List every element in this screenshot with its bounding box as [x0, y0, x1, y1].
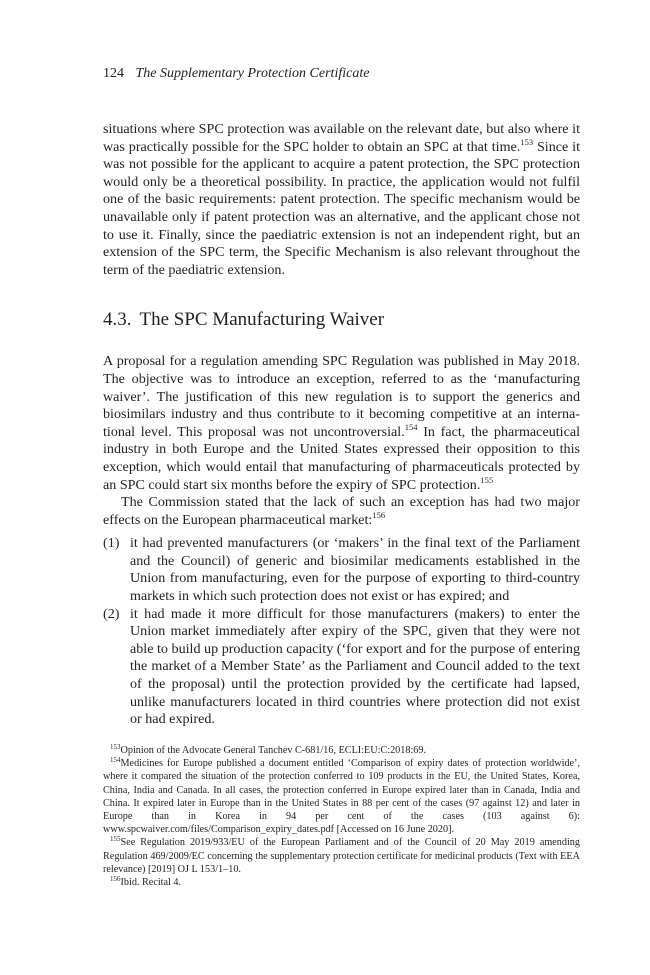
- footnote-156: [103, 876, 580, 889]
- effects-list: [103, 535, 580, 729]
- intro-text: situations where SPC protection was available on the relevant date, but also where it was practically possible for the SPC holder to obtain an SPC at that time.: [103, 121, 580, 155]
- running-header: [103, 66, 369, 82]
- list-marker: (1): [103, 535, 120, 552]
- paragraph-proposal: [103, 353, 580, 494]
- footnote-text: See Regulation 2019/933/EU of the European Parliament and of the Council of 20 May 2019 amending Regulation 469/2009/EC concerning the supplementary protection certificate for medicinal products (Text with EEA relevance) [2019] OJ L 153/1–10.: [103, 837, 580, 875]
- footnote-number: 153: [110, 743, 121, 751]
- footnote-text: Medicines for Europe published a document entitled ‘Comparison of expiry dates of protection worldwide’, where it compared the situation of the protection conferred to 109 products in the EU, the United States, Korea, China, India and Canada. In all cases, the protection conferred in Europe expired later than in Canada, India and China. It expired later in Europe than in the United States in 88 per cent of the cases (97 against 12) and later in Europe than in Korea in 94 per cent of the cases (103 against 6): www.spcwaiver.com/files/Comparison_expiry_dates.pdf [Accessed on 16 June 2020].: [103, 758, 580, 836]
- footnote-ref-154[interactable]: 154: [404, 421, 418, 432]
- paragraph-commission: [103, 494, 580, 529]
- footnote-number: 154: [110, 756, 121, 765]
- section-heading: [103, 309, 580, 331]
- intro-text-continued: Since it was not possible for the applicant to acquire a patent protection, the SPC protection would only be a theoretical possibility. In practice, the application would not fulfil one of the basic requirements: patent protection. The specific mechanism would be unavailable only if patent protection was an alternative, and the applicant chose not to use it. Finally, since the paediatric extension is not an independent right, but an extension of the SPC term, the Specific Mechanism is also relevant throughout the term of the paediatric extension.: [103, 138, 580, 278]
- list-item: [103, 606, 580, 729]
- running-title: The Supplementary Protection Certificate: [135, 66, 370, 81]
- paragraph-text: The Commission stated that the lack of such an exception has had two major effects on the European pharmaceutical market:: [103, 494, 580, 528]
- page-number: 124: [103, 66, 124, 81]
- intro-paragraph: [103, 121, 580, 279]
- list-item: [103, 535, 580, 605]
- paragraph-text: A proposal for a regulation amending SPC Regulation was published in May 2018. The objective was to introduce an exception, referred to as the ‘manufacturing waiver’. The justification of this new regulation is to support the generics and biosimilars industry and thus contribute to it becoming competitive at an international level. This proposal was not uncontroversial.: [103, 353, 580, 440]
- footnote-ref-155[interactable]: 155: [480, 474, 494, 485]
- footnote-number: 156: [110, 875, 121, 884]
- footnote-154: [103, 757, 580, 836]
- footnote-number: 155: [110, 835, 121, 844]
- list-item-text: it had prevented manufacturers (or ‘makers’ in the final text of the Parliament and the Council) of generic and biosimilar medicaments established in the Union from manufacturing, even for the purpose of exporting to third-country markets in which such protection does not exist or has expired; and: [130, 535, 580, 605]
- footnote-153: [103, 744, 580, 757]
- section-number: 4.3.: [103, 309, 132, 331]
- footnote-ref-153[interactable]: 153: [520, 136, 534, 147]
- main-text: [103, 121, 580, 729]
- footnotes: [103, 744, 580, 889]
- footnote-text: Ibid. Recital 4.: [120, 877, 182, 889]
- list-marker: (2): [103, 605, 120, 622]
- section-title: The SPC Manufacturing Waiver: [139, 309, 385, 331]
- list-item-text: it had made it more difficult for those manufacturers (makers) to enter the Union market immediately after expiry of the SPC, given that they were not able to build up production capacity (‘for export and for the purpose of entering the market of a Member State’ as the Parliament and Council added to the text of the proposal) until the protection provided by the certificate had lapsed, unlike manufacturers located in third countries where protection did not exist or had expired.: [130, 605, 580, 728]
- footnote-ref-156[interactable]: 156: [372, 509, 386, 520]
- paragraph-text-continued: In fact, the pharmaceutical industry in both Europe and the United States expressed their opposition to this exception, which would entail that manufacturing of pharmaceuticals protected by an SPC could start six months before the expiry of SPC protection.: [103, 423, 581, 493]
- footnote-155: [103, 836, 580, 876]
- footnote-text: Opinion of the Advocate General Tanchev C-681/16, ECLI:EU:C:2018:69.: [120, 745, 427, 756]
